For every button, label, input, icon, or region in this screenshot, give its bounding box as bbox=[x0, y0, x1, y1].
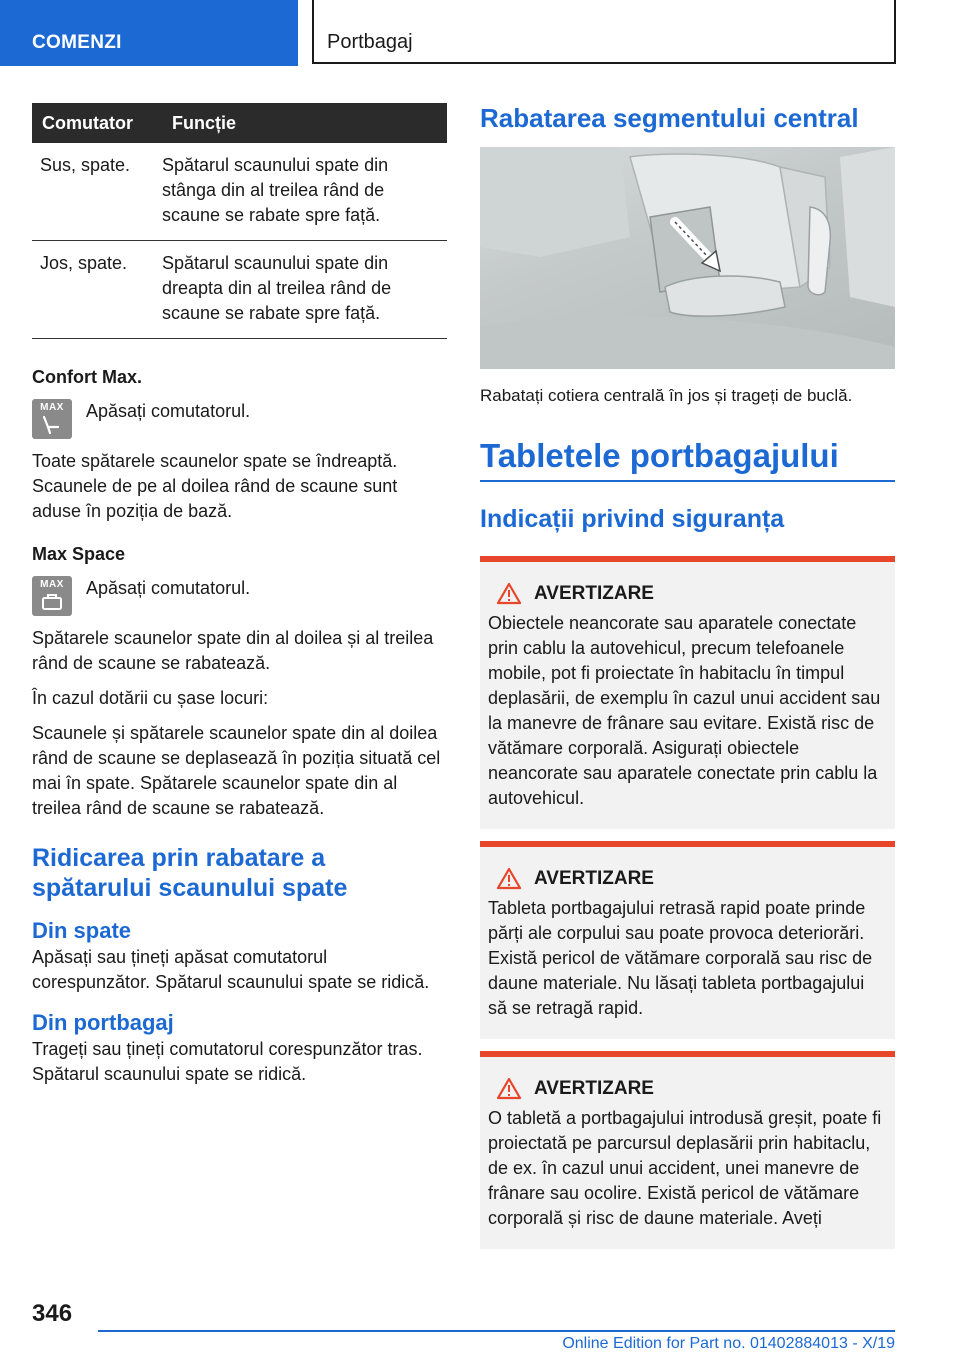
warning-box bbox=[480, 1051, 895, 1249]
photo-caption: Rabatați cotiera centrală în jos și trageți de buclă. bbox=[480, 386, 853, 405]
warning-header bbox=[488, 867, 887, 890]
seat-recline-icon bbox=[40, 415, 64, 435]
six-seat-note: În cazul dotării cu șase locuri: bbox=[32, 688, 269, 708]
warning-text: O tabletă a portbagajului introdusă greșit, poate fi proiectată pe parcursul deplasării prin habitaclu, de ex. în cazul unui accident, unei manevre de frânare sau ocolire. Există pericol de vătămare corporală și risc de daune materiale. Aveți bbox=[488, 1108, 882, 1228]
table-row bbox=[32, 143, 447, 241]
rear-seat-photo bbox=[480, 147, 895, 369]
max-space-instruction: Apăsați comutatorul. bbox=[86, 578, 251, 598]
footer-rule bbox=[98, 1330, 895, 1332]
comfort-max-title: Confort Max. bbox=[32, 367, 142, 387]
safety-heading: Indicații privind siguranța bbox=[480, 505, 785, 533]
warning-label: AVERTIZARE bbox=[534, 1077, 654, 1099]
armrest-illustration bbox=[480, 147, 895, 369]
function-cell: Spătarul scaunului spate din stânga din al treilea rând de scaune se rabate spre față. bbox=[162, 143, 447, 241]
table-header-row bbox=[32, 103, 447, 143]
from-trunk-heading: Din portbagaj bbox=[32, 1010, 174, 1035]
left-column bbox=[32, 103, 447, 1087]
trunk-covers-heading: Tabletele portbagajului bbox=[480, 436, 895, 482]
from-rear-text: Apăsați sau țineți apăsat comutatorul corespunzător. Spătarul scaunului spate se ridică. bbox=[32, 947, 430, 992]
raise-backrest-heading: Ridicarea prin rabatare a spătarului scaunului spate bbox=[32, 844, 348, 902]
comfort-max-row bbox=[32, 399, 447, 439]
column-header: Funcție bbox=[162, 103, 447, 143]
warning-triangle-icon bbox=[496, 867, 522, 890]
center-segment-heading: Rabatarea segmentului central bbox=[480, 103, 859, 133]
warning-triangle-icon bbox=[496, 582, 522, 605]
switch-table bbox=[32, 103, 447, 339]
page-header bbox=[0, 0, 960, 66]
max-space-text: Spătarele scaunelor spate din al doilea și al treilea rând de scaune se rabatează. bbox=[32, 628, 434, 673]
page-number: 346 bbox=[32, 1300, 73, 1327]
switch-cell: Jos, spate. bbox=[32, 241, 162, 339]
warning-triangle-icon bbox=[496, 1077, 522, 1100]
warning-text: Tableta portbagajului retrasă rapid poate prinde părți ale corpului sau poate provoca deteriorări. Există pericol de vătămare corporală sau risc de daune materiale. Nu lăsați tableta portbagajului să se retragă rapid. bbox=[488, 898, 873, 1018]
warning-label: AVERTIZARE bbox=[534, 867, 654, 889]
switch-cell: Sus, spate. bbox=[32, 143, 162, 241]
table-row bbox=[32, 241, 447, 339]
cargo-icon bbox=[40, 592, 64, 612]
warning-label: AVERTIZARE bbox=[534, 582, 654, 604]
max-space-row bbox=[32, 576, 447, 616]
warning-text: Obiectele neancorate sau aparatele conectate prin cablu la autovehicul, precum telefoanele mobile, pot fi proiectate în habitaclu în timpul deplasării, de exemplu în cazul unui accident sau la manevre de frânare sau evitare. Există risc de vătămare corporală. Asigurați obiectele neancorate sau aparatele conectate prin cablu la autovehicul. bbox=[488, 613, 881, 808]
max-space-icon: MAX bbox=[32, 576, 72, 616]
right-column bbox=[480, 103, 895, 1249]
warning-header bbox=[488, 1077, 887, 1100]
comfort-max-text: Toate spătarele scaunelor spate se îndreaptă. Scaunele de pe al doilea rând de scaune sunt aduse în poziția de bază. bbox=[32, 451, 398, 521]
from-rear-heading: Din spate bbox=[32, 918, 132, 943]
max-space-title: Max Space bbox=[32, 544, 126, 564]
from-trunk-text: Trageți sau țineți comutatorul corespunzător tras. Spătarul scaunului spate se ridică. bbox=[32, 1039, 423, 1084]
comfort-max-instruction: Apăsați comutatorul. bbox=[86, 401, 251, 421]
max-comfort-icon: MAX bbox=[32, 399, 72, 439]
chapter-title: Portbagaj bbox=[312, 0, 896, 64]
section-tab: COMENZI bbox=[0, 0, 298, 66]
edition-link[interactable]: Online Edition for Part no. 01402884013 - X/19 bbox=[562, 1335, 895, 1352]
warning-box bbox=[480, 556, 895, 829]
function-cell: Spătarul scaunului spate din dreapta din al treilea rând de scaune se rabate spre față. bbox=[162, 241, 447, 339]
warning-box bbox=[480, 841, 895, 1039]
six-seat-text: Scaunele și spătarele scaunelor spate din al doilea rând de scaune se deplasează în poziția situată cel mai în spate. Spătarele scaunelor spate din al treilea rând de scaune se rabatează. bbox=[32, 723, 441, 818]
column-header: Comutator bbox=[32, 103, 162, 143]
warning-header bbox=[488, 582, 887, 605]
